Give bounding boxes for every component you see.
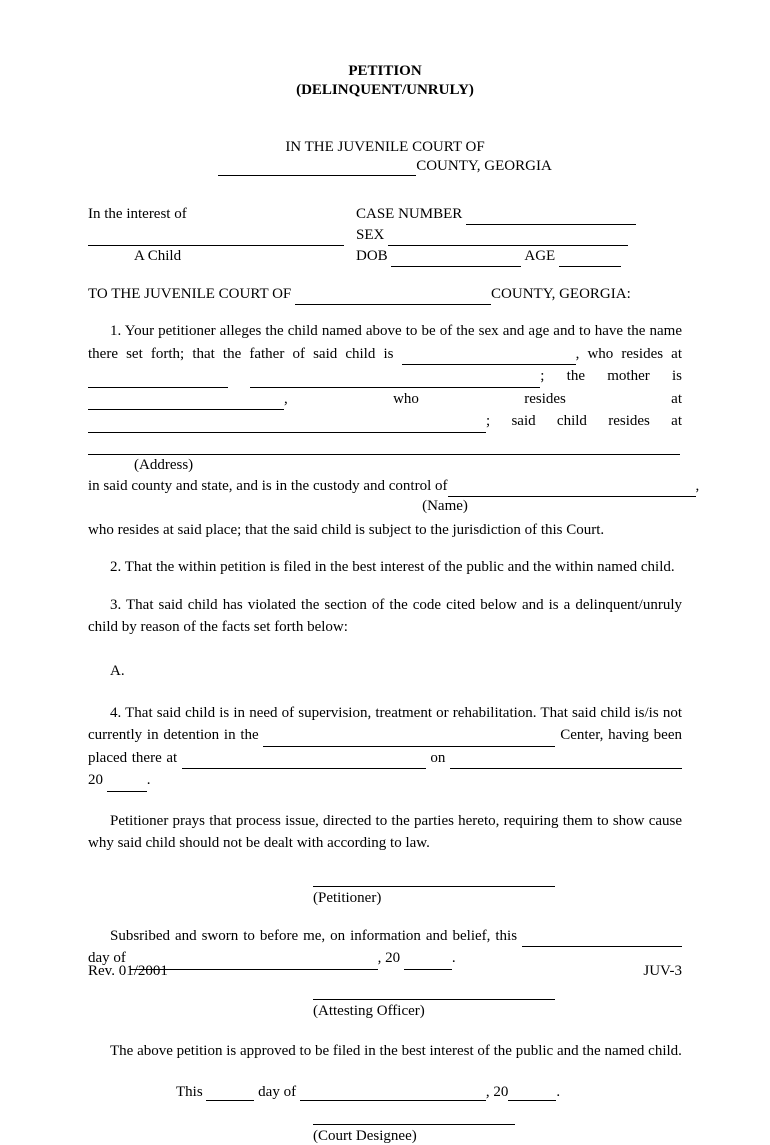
case-number-row <box>356 204 674 225</box>
court-designee-caption: (Court Designee) <box>313 1128 417 1144</box>
child-address-blank[interactable] <box>88 440 680 455</box>
this-month-blank[interactable] <box>300 1086 486 1101</box>
mother-name-blank[interactable] <box>88 395 284 410</box>
dob-blank[interactable] <box>391 252 521 267</box>
age-label: AGE <box>524 248 556 264</box>
paragraph-1-text-d: who resides at <box>393 390 682 407</box>
paragraph-1: 1. Your petitioner alleges the child named above to be of the sex and age and to have the name there set forth; that the father of said child is , who resides at ; the mother is, who resides at ; said child resides at <box>88 320 682 455</box>
child-name-blank[interactable] <box>88 231 344 246</box>
sworn-text-b: day of <box>88 950 126 966</box>
address-caption: (Address) <box>134 457 194 473</box>
paragraph-4-text-b: Center, having been placed there at <box>88 727 682 766</box>
approval-statement: The above petition is approved to be filed in the best interest of the public and the named child. <box>110 1042 682 1059</box>
court-designee-signature-block <box>88 1123 682 1145</box>
title-line-1: PETITION <box>348 63 422 79</box>
sworn-text-a: Subsribed and sworn to before me, on information and belief, this <box>110 927 518 944</box>
county-blank-1[interactable] <box>218 161 416 176</box>
this-date-line <box>88 1084 682 1101</box>
paragraph-1-text-f: in said county and state, and is in the custody and control of <box>88 478 448 494</box>
this-year-blank[interactable] <box>508 1086 556 1101</box>
child-name-blank-row <box>88 225 346 246</box>
court-heading-block <box>88 138 682 176</box>
case-number-label: CASE NUMBER <box>356 206 463 222</box>
case-number-blank[interactable] <box>466 210 636 225</box>
jurisdiction-line: who resides at said place; that the said child is subject to the jurisdiction of this Court. <box>88 522 605 538</box>
this-text-a: This <box>176 1084 203 1100</box>
paragraph-4-text-a: 4. That said child is in need of supervision, treatment or rehabilitation. That said child is/is not currently in detention in the <box>88 704 682 743</box>
father-address-blank[interactable] <box>88 373 228 388</box>
title-line-2: (DELINQUENT/UNRULY) <box>296 82 474 98</box>
name-caption: (Name) <box>422 498 468 514</box>
in-the-interest-of-label: In the interest of <box>88 206 187 222</box>
sworn-text-c: , 20 <box>377 950 401 966</box>
sex-label: SEX <box>356 227 385 243</box>
document-title <box>88 62 682 100</box>
a-child-label: A Child <box>134 248 182 264</box>
sworn-text-d: . <box>451 950 456 966</box>
paragraph-4-text-c: on <box>430 749 446 766</box>
court-county-suffix: COUNTY, GEORGIA <box>416 158 552 174</box>
this-text-b: day of <box>258 1084 297 1100</box>
to-court-county-blank[interactable] <box>295 290 491 305</box>
sex-blank[interactable] <box>388 231 628 246</box>
court-heading-line: IN THE JUVENILE COURT OF <box>285 139 485 155</box>
section-a-label: A. <box>110 662 125 679</box>
age-blank[interactable] <box>559 252 621 267</box>
custody-line: in said county and state, and is in the custody and control of , <box>88 476 682 497</box>
dob-age-row <box>356 246 674 267</box>
caption-right-column <box>356 204 674 267</box>
case-caption-block <box>88 204 682 268</box>
dob-label: DOB <box>356 248 388 264</box>
to-court-prefix: TO THE JUVENILE COURT OF <box>88 286 292 302</box>
sex-row <box>356 225 674 246</box>
placed-at-blank[interactable] <box>182 754 426 769</box>
detention-center-blank[interactable] <box>263 732 555 747</box>
form-number-label: JUV-3 <box>643 963 682 979</box>
paragraph-1-text-b: , who resides at <box>575 345 683 362</box>
paragraph-5: Petitioner prays that process issue, directed to the parties hereto, requiring them to show cause why said child should not be dealt with according to law. <box>88 812 682 851</box>
placed-year-blank[interactable] <box>107 777 147 792</box>
this-text-d: . <box>556 1084 561 1100</box>
father-name-blank[interactable] <box>402 350 576 365</box>
paragraph-1-text-a: 1. Your petitioner alleges the child named above to be of the sex and age and to have the name there set forth; that the father of said child is <box>88 323 682 362</box>
caption-left-column <box>88 204 346 267</box>
paragraph-1-text-c: ; the mother is <box>540 368 682 384</box>
this-day-blank[interactable] <box>206 1086 254 1101</box>
court-county-line <box>88 157 682 176</box>
paragraph-3: 3. That said child has violated the section of the code cited below and is a delinquent/unruly child by reason of the facts set forth below: <box>88 596 682 635</box>
father-address-blank-2[interactable] <box>250 373 540 388</box>
to-court-suffix: COUNTY, GEORGIA: <box>491 286 631 302</box>
sworn-day-blank[interactable] <box>522 932 682 947</box>
document-footer <box>88 963 682 980</box>
this-text-c: , 20 <box>485 1084 509 1100</box>
paragraph-1-text-e: ; said child resides at <box>486 413 682 429</box>
paragraph-4: 4. That said child is in need of supervision, treatment or rehabilitation. That said child is/is not currently in detention in the Center, having been placed there at on 20 . <box>88 702 682 792</box>
attesting-officer-signature-block <box>88 998 682 1020</box>
petitioner-caption: (Petitioner) <box>313 889 382 906</box>
petitioner-signature-block <box>88 885 682 907</box>
placed-on-date-blank[interactable] <box>450 754 682 769</box>
attesting-officer-caption: (Attesting Officer) <box>313 1002 425 1019</box>
to-court-line <box>88 284 682 305</box>
paragraph-2: 2. That the within petition is filed in the best interest of the public and the within named child. <box>110 559 675 575</box>
revision-label: Rev. 01/2001 <box>88 963 168 979</box>
mother-address-blank[interactable] <box>88 418 486 433</box>
paragraph-4-text-d: 20 <box>88 772 103 788</box>
custodian-name-blank[interactable] <box>448 482 696 497</box>
